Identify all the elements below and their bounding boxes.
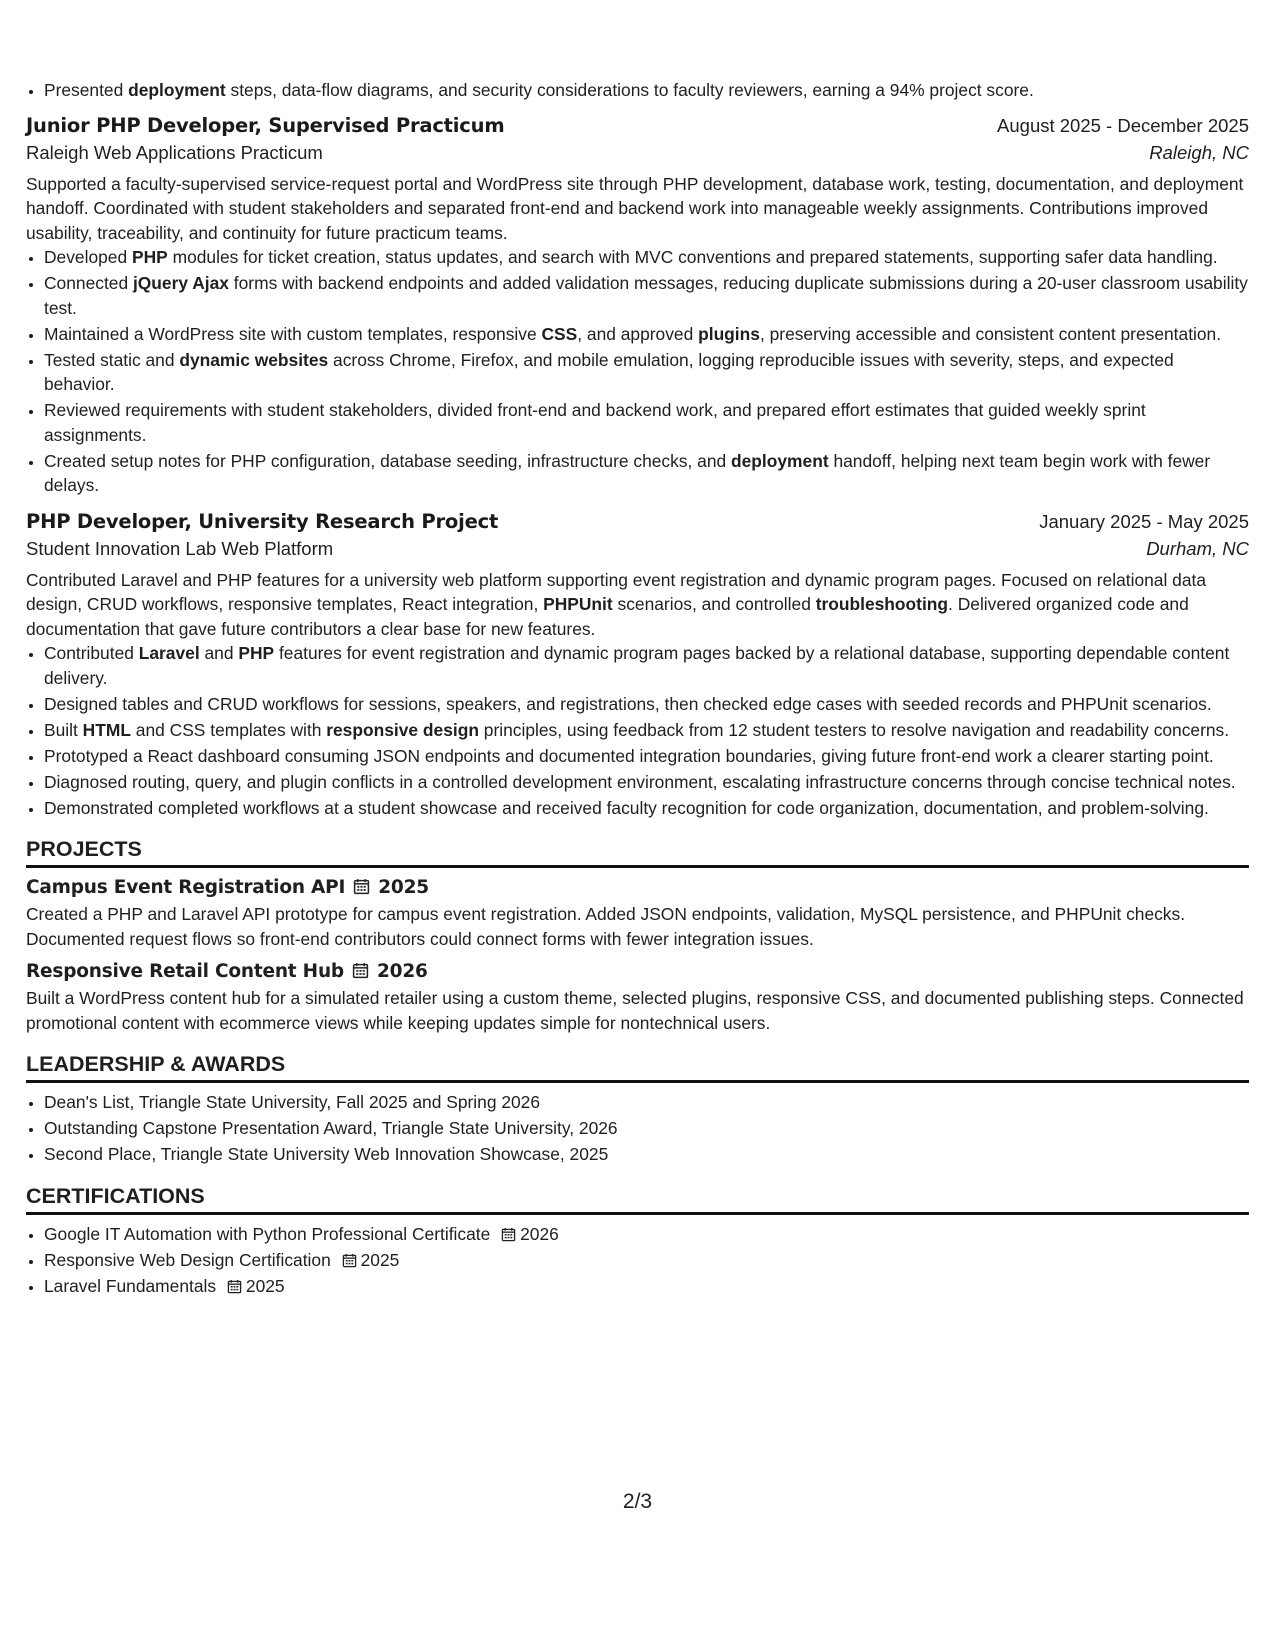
bullet-item: • Reviewed requirements with student stakeholders, divided front-end and backend work, and prepared effort estimates that guided weekly sprint assignments. [44,398,1249,447]
job-dates: January 2025 - May 2025 [1039,510,1249,532]
calendar-icon [501,1222,516,1247]
bullet-item: • Demonstrated completed workflows at a student showcase and received faculty recognition for code organization, documentation, and problem-solving. [44,796,1249,821]
certification-year: 2026 [520,1223,559,1244]
experience-entry [26,510,1249,821]
page-number: 2/3 [622,1490,653,1513]
calendar-icon [353,877,370,898]
bullet-item: • Built HTML and CSS templates with responsive design principles, using feedback from 12 student testers to resolve navigation and readability concerns. [44,718,1249,743]
job-bullets [26,245,1249,498]
certification-name: Google IT Automation with Python Professional Certificate [44,1223,491,1244]
bullet-item: • Contributed Laravel and PHP features for event registration and dynamic program pages backed by a relational database, supporting dependable content delivery. [44,641,1249,690]
award-item: • Dean's List, Triangle State University, Fall 2025 and Spring 2026 [44,1090,1249,1115]
certification-name: Responsive Web Design Certification [44,1249,331,1270]
job-summary: Supported a faculty-supervised service-request portal and WordPress site through PHP development, database work, testing, documentation, and deployment handoff. Coordinated with student stakeholders and separated front-end and backend work into manageable weekly assignments. Contributions improved usability, traceability, and continuity for future practicum teams. [26,173,1244,243]
bullet-item: • Developed PHP modules for ticket creation, status updates, and search with MVC conventions and prepared statements, supporting safer data handling. [44,245,1249,270]
project-description: Created a PHP and Laravel API prototype for campus event registration. Added JSON endpoints, validation, MySQL persistence, and PHPUnit checks. Documented request flows so front-end contributors could connect forms with fewer integration issues. [26,904,1186,949]
bullet-item: • Diagnosed routing, query, and plugin conflicts in a controlled development environment, escalating infrastructure concerns through concise technical notes. [44,770,1249,795]
bullet-item: • Connected jQuery Ajax forms with backend endpoints and added validation messages, reducing duplicate submissions during a 20-user classroom usability test. [44,271,1249,320]
experience-entry [26,114,1249,498]
certification-year: 2025 [360,1249,400,1270]
location: Raleigh, NC [1149,141,1249,163]
bullet-item: • Presented deployment steps, data-flow diagrams, and security considerations to faculty reviewers, earning a 94% project score. [44,78,1249,103]
job-title: PHP Developer, University Research Project [26,509,499,533]
organization: Raleigh Web Applications Practicum [26,141,323,163]
calendar-icon [352,961,369,982]
bullet-item: • Tested static and dynamic websites across Chrome, Firefox, and mobile emulation, logging reproducible issues with severity, steps, and expected behavior. [44,348,1249,397]
continued-bullet-list [26,78,1249,103]
job-title: Junior PHP Developer, Supervised Practicum [26,113,505,137]
job-summary: Contributed Laravel and PHP features for a university web platform supporting event registration and dynamic program pages. Focused on relational data design, CRUD workflows, responsive templates, React integration, PHPUnit scenarios, and controlled troubleshooting. Delivered organized code and documentation that gave future contributors a clear base for new features. [26,569,1207,639]
calendar-icon [227,1274,242,1299]
certification-item [44,1222,1249,1247]
awards-list [26,1090,1249,1167]
certifications-heading: CERTIFICATIONS [26,1184,1249,1215]
projects-heading: PROJECTS [26,837,1249,868]
project-title: Responsive Retail Content Hub [26,961,344,982]
leadership-heading: LEADERSHIP & AWARDS [26,1052,1249,1083]
bullet-item: • Maintained a WordPress site with custom templates, responsive CSS, and approved plugins, preserving accessible and consistent content presentation. [44,322,1249,347]
location: Durham, NC [1146,537,1249,559]
organization: Student Innovation Lab Web Platform [26,537,334,559]
project-year: 2025 [378,877,429,898]
calendar-icon [342,1248,357,1273]
bullet-item: • Designed tables and CRUD workflows for sessions, speakers, and registrations, then checked edge cases with seeded records and PHPUnit scenarios. [44,692,1249,717]
project-description: Built a WordPress content hub for a simulated retailer using a custom theme, selected plugins, responsive CSS, and documented publishing steps. Connected promotional content with ecommerce views while keeping updates simple for nontechnical users. [26,988,1244,1033]
certifications-list [26,1222,1249,1299]
certification-item [44,1274,1249,1299]
award-item: • Outstanding Capstone Presentation Award, Triangle State University, 2026 [44,1116,1249,1141]
project-title: Campus Event Registration API [26,877,346,898]
project-entry [26,961,1249,1035]
project-year: 2026 [376,961,428,982]
bullet-item: • Created setup notes for PHP configuration, database seeding, infrastructure checks, and deployment handoff, helping next team begin work with fewer delays. [44,449,1249,498]
award-item: • Second Place, Triangle State University Web Innovation Showcase, 2025 [44,1142,1249,1167]
certification-year: 2025 [245,1275,285,1296]
certification-item [44,1248,1249,1273]
project-entry [26,877,1249,951]
job-dates: August 2025 - December 2025 [997,114,1249,136]
bullet-item: • Prototyped a React dashboard consuming JSON endpoints and documented integration boundaries, giving future front-end work a clearer starting point. [44,744,1249,769]
job-bullets [26,641,1249,820]
certification-name: Laravel Fundamentals [44,1275,217,1296]
